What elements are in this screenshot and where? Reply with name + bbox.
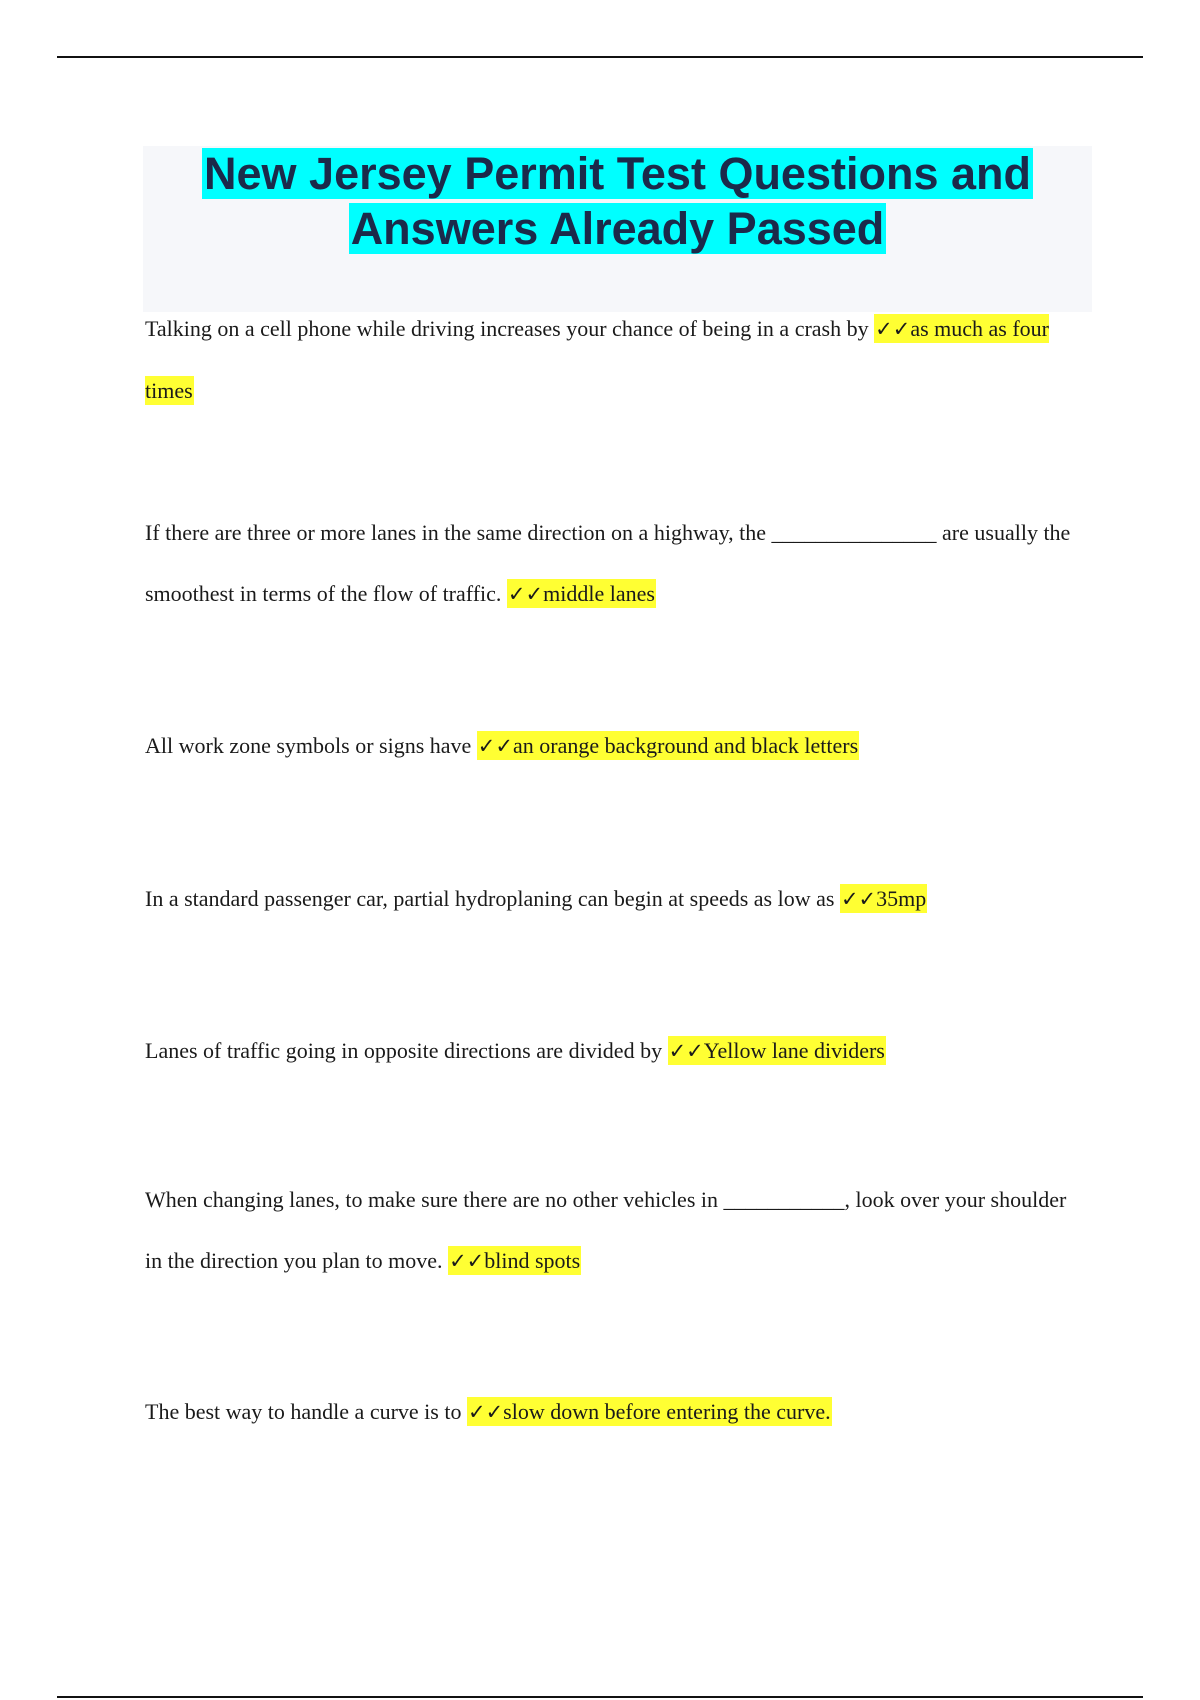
title-block <box>143 146 1092 312</box>
answer-highlight <box>668 1036 886 1065</box>
qa-item-1 <box>145 298 1085 421</box>
answer-highlight <box>467 1397 832 1426</box>
answer-highlight <box>840 884 927 913</box>
answer-text: 35mp <box>876 886 927 911</box>
answer-text: Yellow lane dividers <box>703 1038 885 1063</box>
qa-item-5 <box>145 1020 1085 1082</box>
qa-item-7 <box>145 1381 1085 1443</box>
question-text: Lanes of traffic going in opposite directions are divided by <box>145 1038 668 1063</box>
answer-text: blind spots <box>484 1248 581 1273</box>
question-text: The best way to handle a curve is to <box>145 1399 467 1424</box>
qa-item-6 <box>145 1169 1085 1292</box>
answer-highlight <box>448 1246 581 1275</box>
check-mark-icon: ✓✓ <box>477 734 513 758</box>
answer-text: slow down before entering the curve. <box>503 1399 831 1424</box>
qa-item-2 <box>145 502 1085 625</box>
question-text: Talking on a cell phone while driving increases your chance of being in a crash by <box>145 316 875 341</box>
question-text: In a standard passenger car, partial hydroplaning can begin at speeds as low as <box>145 886 840 911</box>
check-mark-icon: ✓✓ <box>467 1400 504 1424</box>
bottom-rule <box>57 1696 1143 1698</box>
answer-highlight <box>507 579 656 608</box>
title-line-1: New Jersey Permit Test Questions and <box>204 148 1031 199</box>
check-mark-icon: ✓✓ <box>449 1249 485 1273</box>
answer-text: middle lanes <box>543 581 655 606</box>
title-line-2: Answers Already Passed <box>350 203 885 254</box>
check-mark-icon: ✓✓ <box>875 317 911 341</box>
answer-text: as much as four times <box>145 316 1049 403</box>
answer-text: an orange background and black letters <box>513 733 859 758</box>
check-mark-icon: ✓✓ <box>668 1039 704 1063</box>
top-rule <box>57 56 1143 58</box>
page-title <box>143 146 1092 256</box>
check-mark-icon: ✓✓ <box>507 582 544 606</box>
question-text: If there are three or more lanes in the same direction on a highway, the _______________ are usually the smoothest in terms of the flow of traffic. <box>145 520 1071 606</box>
check-mark-icon: ✓✓ <box>840 887 877 911</box>
qa-item-4 <box>145 868 1085 930</box>
answer-highlight <box>477 731 859 760</box>
question-text: All work zone symbols or signs have <box>145 733 477 758</box>
qa-item-3 <box>145 715 1085 777</box>
question-text: When changing lanes, to make sure there are no other vehicles in ___________, look over your shoulder in the direction you plan to move. <box>145 1187 1067 1273</box>
